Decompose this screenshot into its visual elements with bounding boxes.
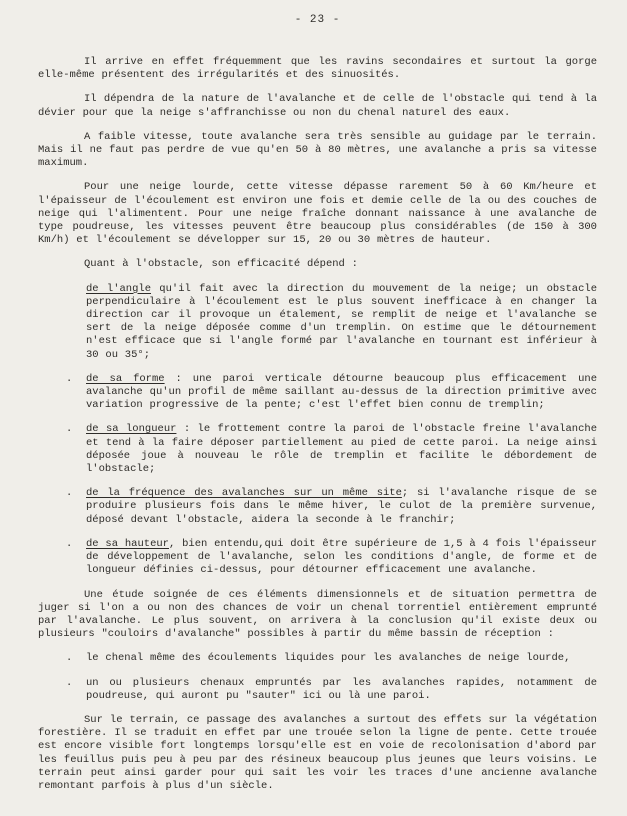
bullet-marker: .: [66, 423, 73, 436]
item-lead-underlined: de sa hauteur: [86, 537, 169, 550]
item-lead-underlined: de la fréquence des avalanches sur un même site: [86, 487, 402, 500]
item-lead-underlined: de sa forme: [86, 372, 165, 385]
page-header: [38, 14, 597, 26]
item-rest: , bien entendu,qui doit être supérieure de 1,5 à 4 fois l'épaisseur de développement de l'avalanche, selon les conditions d'angle, de forme et de longueur définies ci-dessus, pour détourner efficacement une avalanche.: [86, 537, 597, 577]
paragraph-obstacle-intro: Quant à l'obstacle, son efficacité dépend :: [84, 258, 358, 271]
bullet-marker: .: [66, 537, 73, 550]
bullet-marker: .: [66, 676, 73, 689]
list-item-angle: [66, 283, 597, 362]
paragraph-ravins: Il arrive en effet fréquemment que les ravins secondaires et surtout la gorge elle-même présentent des irrégularités et des sinuosités.: [38, 56, 597, 82]
list-item-hauteur: [66, 538, 597, 578]
item-rest: qu'il fait avec la direction du mouvement de la neige; un obstacle perpendiculaire à l'écoulement est le plus souvent inefficace à en changer la direction car il provoque un étalement, se remplit de neige et l'avalanche se sert de la neige déposée comme d'un tremplin. On estime que le détournement n'est efficace que si l'angle formé par l'avalanche en tournant est inférieur à 30 ou 35°;: [86, 282, 597, 361]
bullet-marker: .: [66, 652, 73, 665]
bullet-marker: .: [66, 487, 73, 500]
item-lead-underlined: de l'angle: [86, 282, 151, 295]
bullet-marker: .: [66, 372, 73, 385]
list-item-text: [86, 538, 597, 578]
list-item-text: [86, 373, 597, 413]
paragraph-neige-lourde: Pour une neige lourde, cette vitesse dépasse rarement 50 à 60 Km/heure et l'épaisseur de l'écoulement est environ une fois et demie celle de la ou des couches de neige qui l'alimentent. Pour une neige fraîche donnant naissance à une avalanche de type poudreuse, les vitesses peuvent être beaucoup plus considérables (de 150 à 300 Km/h) et l'écoulement se développer sur 15, 20 ou 30 mètres de hauteur.: [38, 181, 597, 247]
list-item-chenal-liquide: [66, 652, 597, 665]
list-item-text: [86, 487, 597, 527]
paragraph-faible-vitesse: A faible vitesse, toute avalanche sera très sensible au guidage par le terrain. Mais il ne faut pas perdre de vue qu'en 50 à 80 mètres, une avalanche a pris sa vitesse maximum.: [38, 130, 597, 170]
page-number: - 23 -: [294, 14, 341, 26]
couloirs-list: [66, 652, 597, 703]
obstacle-criteria-list: [66, 283, 597, 578]
item-rest: : le frottement contre la paroi de l'obstacle freine l'avalanche et tend à la faire déposer partiellement au pied de cette paroi. La neige ainsi déposée joue à nouveau le rôle de tremplin et facilite le débordement de l'obstacle;: [86, 423, 597, 476]
list-item-frequence: [66, 487, 597, 527]
list-item-chenaux-rapides: [66, 677, 597, 703]
paragraph-nature-avalanche: Il dépendra de la nature de l'avalanche et de celle de l'obstacle qui tend à la dévier pour que la neige s'affranchisse ou non du chenal naturel des eaux.: [38, 93, 597, 119]
item-rest: : une paroi verticale détourne beaucoup plus efficacement une avalanche qu'un profil de même saillant au-dessus de la direction primitive avec variation progressive de la pente; c'est l'effet bien connu de tremplin;: [86, 372, 597, 412]
list-item-text: un ou plusieurs chenaux empruntés par les avalanches rapides, notamment de poudreuse, qui auront pu "sauter" ici ou là une paroi.: [86, 676, 597, 702]
list-item-forme: [66, 373, 597, 413]
item-lead-underlined: de sa longueur: [86, 423, 177, 436]
list-item-longueur: [66, 423, 597, 476]
paragraph-etude-soignee: Une étude soignée de ces éléments dimensionnels et de situation permettra de juger si l'on a ou non des chances de voir un chenal torrentiel entièrement emprunté par l'avalanche. Le plus souvent, on arrivera à la conclusion qu'il existe deux ou plusieurs "couloirs d'avalanche" possibles à partir du même bassin de réception :: [38, 588, 597, 641]
list-item-text: le chenal même des écoulements liquides pour les avalanches de neige lourde,: [86, 652, 571, 665]
paragraph-vegetation: Sur le terrain, ce passage des avalanches a surtout des effets sur la végétation forestière. Il se traduit en effet par une trouée selon la ligne de pente. Cette trouée est encore visible fort longtemps lorsqu'elle est en voie de recolonisation d'abord par les feuillus puis peu à peu par des résineux beaucoup plus jeunes que leurs voisins. Le terrain peut ainsi garder pour qui sait les voir les traces d'une ancienne avalanche remontant parfois à plus d'un siècle.: [38, 713, 597, 792]
item-rest: ; si l'avalanche risque de se produire plusieurs fois dans le même hiver, le culot de la première survenue, déposé devant l'obstacle, aidera la seconde à le franchir;: [86, 487, 598, 526]
list-item-text: [86, 423, 597, 476]
list-item-text: [86, 283, 597, 362]
